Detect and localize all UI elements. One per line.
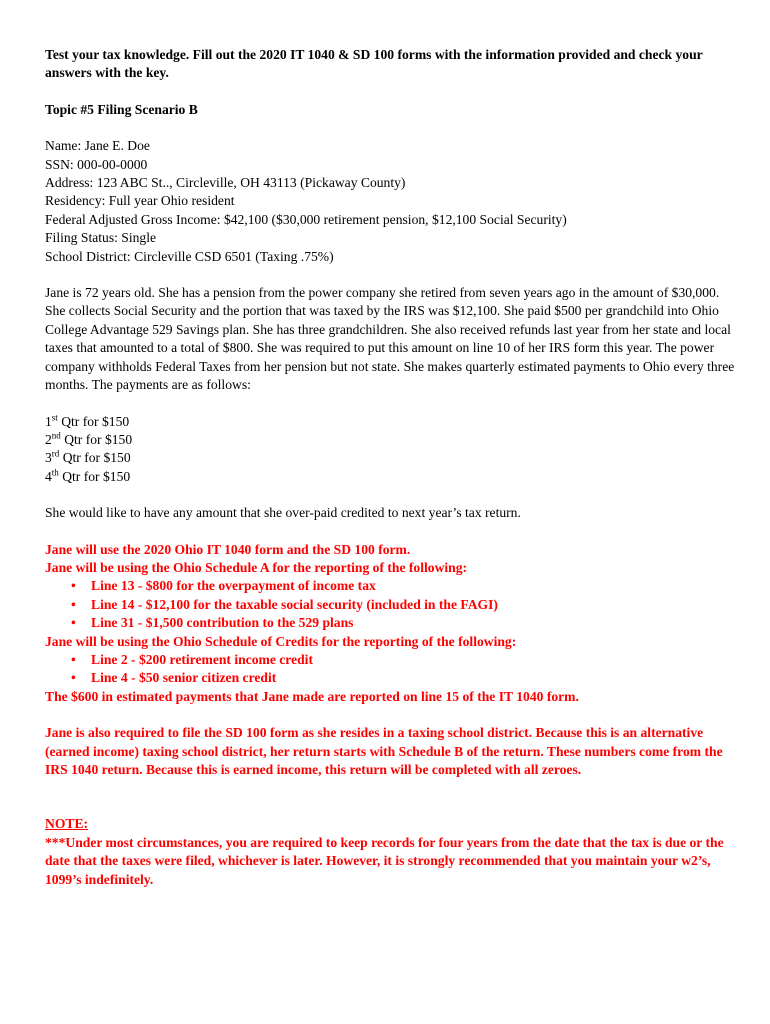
list-item: • Line 14 - $12,100 for the taxable social security (included in the FAGI) (45, 596, 735, 614)
estimated-payments: The $600 in estimated payments that Jane made are reported on line 15 of the IT 1040 form. (45, 688, 579, 704)
topic-heading: Topic #5 Filing Scenario B (45, 101, 198, 117)
intro-instructions: Test your tax knowledge. Fill out the 2020 IT 1040 & SD 100 forms with the information provided and check your answers with the key. (45, 47, 703, 81)
answer-forms: Jane will use the 2020 Ohio IT 1040 form and the SD 100 form. (45, 541, 411, 557)
taxpayer-info (45, 137, 735, 266)
document-page (45, 46, 735, 889)
info-address: Address: 123 ABC St.., Circleville, OH 43113 (Pickaway County) (45, 175, 406, 191)
info-filing-status: Filing Status: Single (45, 230, 157, 246)
note-text: ***Under most circumstances, you are required to keep records for four years from the date that the tax is due or the date that the taxes were filed, whichever is later. However, it is strongly recommended that you maintain your w2’s, 1099’s indefinitely. (45, 834, 724, 887)
sd100-paragraph: Jane is also required to file the SD 100 form as she resides in a taxing school district. Because this is an alternative (earned income) taxing school district, her return starts with Schedule B of the return. These numbers come from the IRS 1040 return. Because this is earned income, this return will be completed with all zeroes. (45, 725, 723, 777)
scenario-paragraph: Jane is 72 years old. She has a pension from the power company she retired from seven years ago in the amount of $30,000. She collects Social Security and the portion that was taxed by the IRS was $12,100. She paid $500 per grandchild into Ohio College Advantage 529 Savings plan. She has three grandchildren. She also received refunds last year from her state and local taxes that amounted to a total of $800. She was required to put this amount on line 10 of her IRS form this year. The power company withholds Federal Taxes from her pension but not state. She makes quarterly estimated payments to Ohio every three months. The payments are as follows: (45, 285, 735, 393)
bullet-icon: • (71, 596, 76, 612)
payment-item: 1st Qtr for $150 (45, 411, 130, 429)
bullet-icon: • (71, 578, 76, 594)
list-item: • Line 31 - $1,500 contribution to the 529 plans (45, 614, 735, 632)
payment-item: 2nd Qtr for $150 (45, 430, 133, 447)
payment-item: 3rd Qtr for $150 (45, 448, 131, 466)
payment-list (45, 413, 735, 487)
overpaid-sentence: She would like to have any amount that she over-paid credited to next year’s tax return. (45, 505, 521, 521)
note-label: NOTE: (45, 816, 89, 832)
bullet-icon: • (71, 670, 76, 686)
info-school-district: School District: Circleville CSD 6501 (Taxing .75%) (45, 248, 334, 264)
credits-list (45, 651, 735, 688)
schedule-a-intro: Jane will be using the Ohio Schedule A for the reporting of the following: (45, 559, 468, 575)
bullet-icon: • (71, 615, 76, 631)
info-ssn: SSN: 000-00-0000 (45, 156, 148, 172)
schedule-a-list (45, 577, 735, 632)
list-item: • Line 4 - $50 senior citizen credit (45, 669, 735, 687)
answer-key (45, 541, 735, 890)
bullet-icon: • (71, 651, 76, 667)
list-item: • Line 2 - $200 retirement income credit (45, 651, 735, 669)
info-residency: Residency: Full year Ohio resident (45, 193, 235, 209)
info-fagi: Federal Adjusted Gross Income: $42,100 ($30,000 retirement pension, $12,100 Social Security) (45, 211, 567, 227)
info-name: Name: Jane E. Doe (45, 138, 150, 154)
credits-intro: Jane will be using the Ohio Schedule of Credits for the reporting of the following: (45, 633, 517, 649)
list-item: • Line 13 - $800 for the overpayment of income tax (45, 577, 735, 595)
payment-item: 4th Qtr for $150 (45, 467, 131, 484)
